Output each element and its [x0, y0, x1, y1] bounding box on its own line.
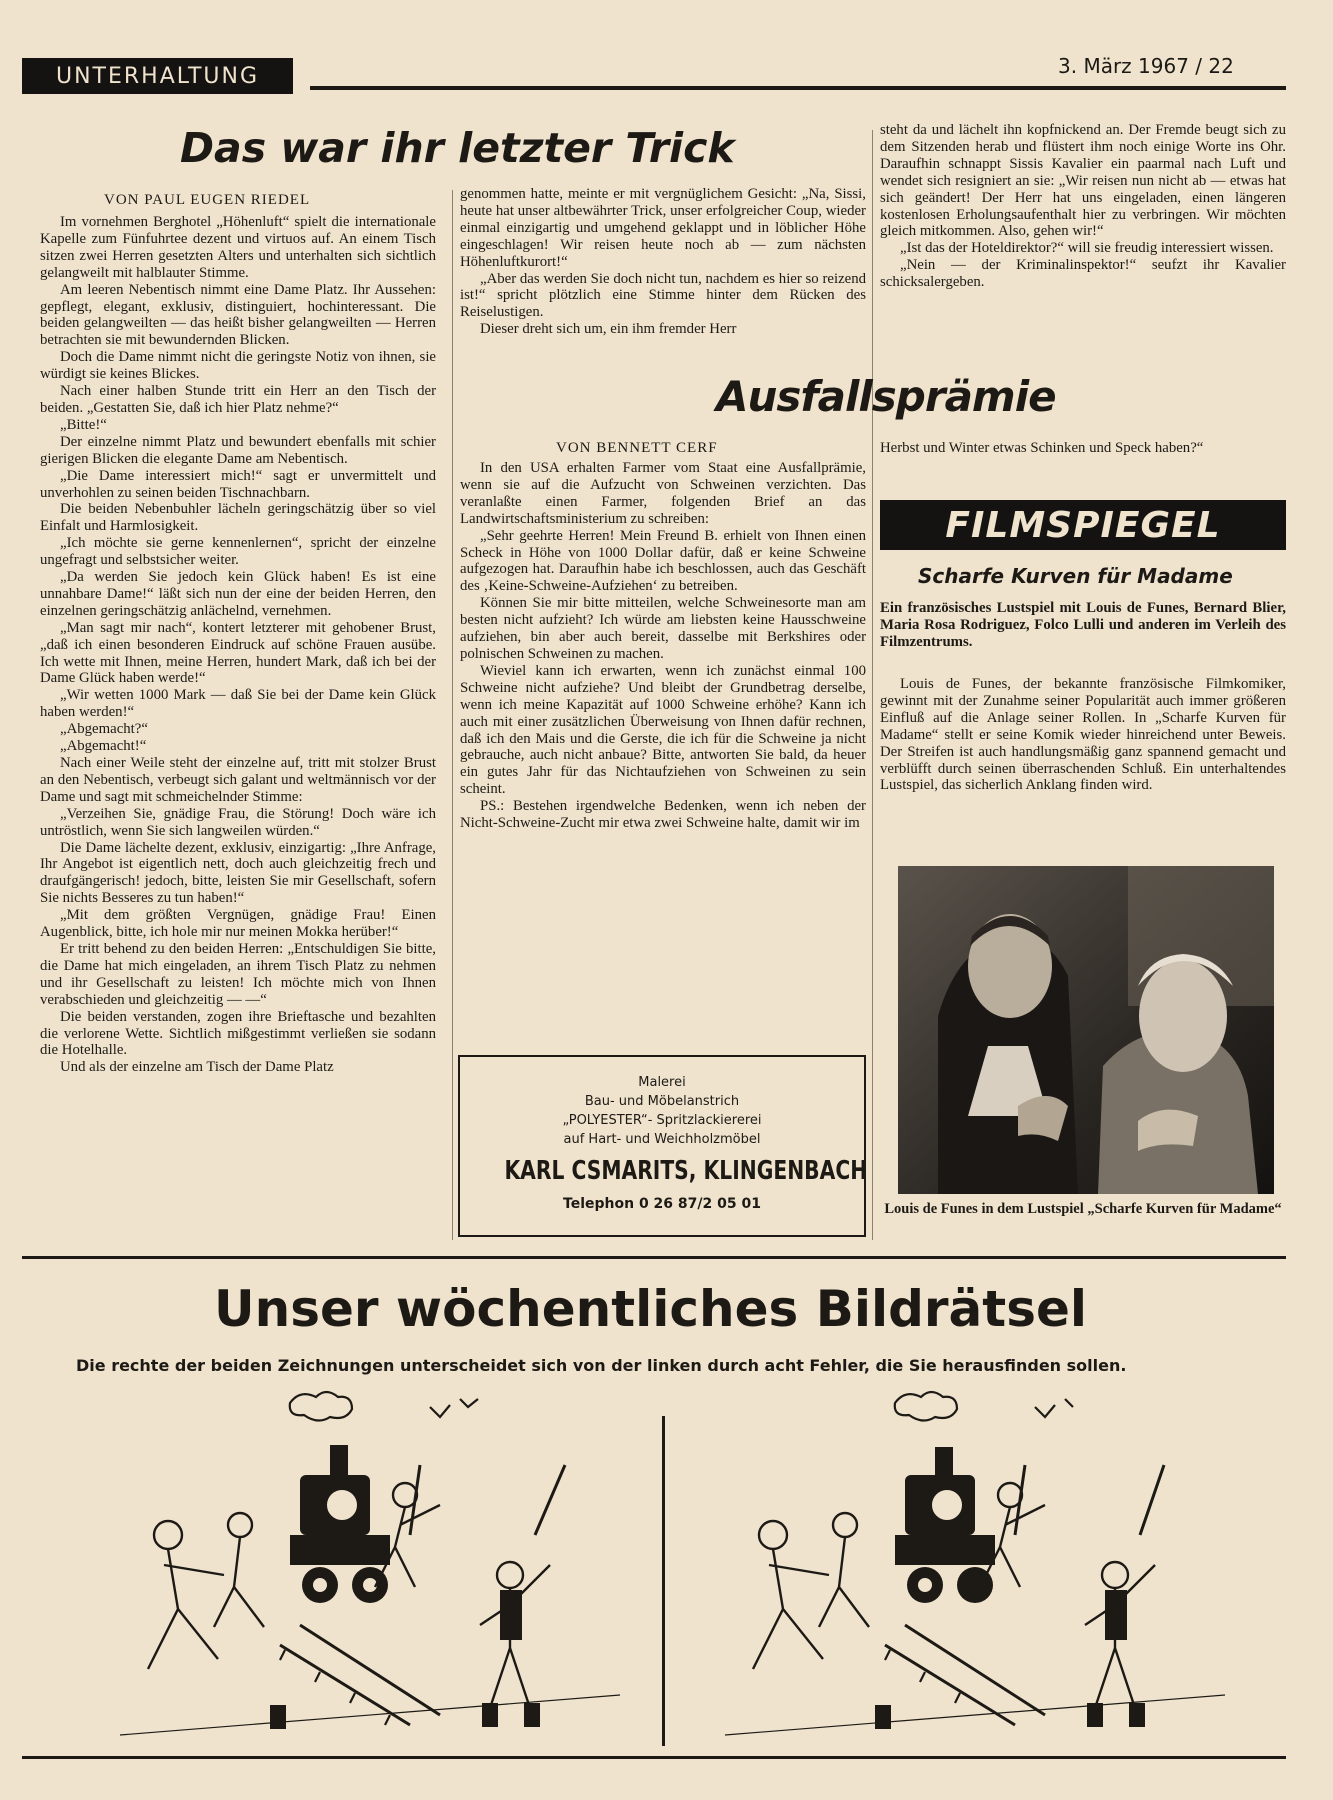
- paragraph: „Sehr geehrte Herren! Mein Freund B. erhielt von Ihnen einen Scheck in Höhe von 1000 Dollar dafür, daß er keine Schweine aufgezogen hat. Daraufhin habe ich beschlossen, auch das Geschäft des ‚Keine-Schweine-Aufziehen‘ zu betreiben.: [460, 527, 866, 595]
- paragraph: „Verzeihen Sie, gnädige Frau, die Störung! Doch wäre ich untröstlich, wenn Sie sich langweilen würden.“: [40, 805, 436, 839]
- ad-line-3: „POLYESTER“- Spritzlackiererei: [562, 1113, 762, 1128]
- paragraph: Doch die Dame nimmt nicht die geringste Notiz von ihnen, sie würdigt sie keines Blickes.: [40, 349, 436, 383]
- article2-title: Ausfallsprämie: [716, 372, 1056, 421]
- paragraph: „Aber das werden Sie doch nicht tun, nachdem es hier so reizend ist!“ spricht plötzlich eine Stimme hinter dem Rücken des Reiselustigen.: [460, 270, 866, 321]
- article2-byline: VON BENNETT CERF: [556, 440, 718, 456]
- photo-caption: Louis de Funes in dem Lustspiel „Scharfe Kurven für Madame“: [884, 1201, 1282, 1217]
- paragraph: Am leeren Nebentisch nimmt eine Dame Platz. Ihr Aussehen: gepflegt, elegant, exklusiv, distinguiert, hochinteressant. Die beiden gelangweilten — das heißt bisher gelangweilten — Herren betrachten sie mit bewundernden Blicken.: [40, 281, 436, 349]
- paragraph: steht da und lächelt ihn kopfnickend an. Der Fremde beugt sich zu dem Sitzenden herab und flüstert ihm noch einige Worte ins Ohr. Daraufhin schnappt Sissis Kavalier ein paarmal nach Luft und wendet sich resigniert an sie: „Wir reisen nun nicht ab — etwas hat sich geändert! Der Herr hat uns eingeladen, einen längeren kostenlosen Erholungsaufenthalt hier zu verbringen. Wir möchten gleich mitkommen. Also, gehen wir!“: [880, 122, 1286, 240]
- puzzle-drawing-left: [80, 1385, 640, 1765]
- paragraph: Und als der einzelne am Tisch der Dame Platz: [60, 1059, 334, 1076]
- film-body: [880, 676, 1286, 860]
- paragraph: In den USA erhalten Farmer vom Staat eine Ausfallprämie, wenn sie auf die Aufzucht von Schweinen verzichten. Das veranlaßte einen Farmer, folgenden Brief an das Landwirtschaftsministerium zu schreiben:: [460, 460, 866, 527]
- column-rule: [452, 190, 453, 1240]
- filmspiegel-box: FILMSPIEGEL: [880, 500, 1286, 550]
- article1-title: Das war ihr letzter Trick: [180, 124, 735, 172]
- ad-line-2: Bau- und Möbelanstrich: [584, 1094, 740, 1109]
- paragraph: „Nein — der Kriminalinspektor!“ seufzt ihr Kavalier schicksalergeben.: [880, 257, 1286, 291]
- article2-column-2: [460, 460, 866, 1032]
- paragraph: „Man sagt mir nach“, kontert letzterer mit gehobener Brust, „daß ich einen besonderen Eindruck auf schöne Frauen ausübe. Ich wette mit Ihnen, meine Herren, hundert Mark, daß ich bei der Dame Glück haben werde!“: [40, 619, 436, 687]
- paragraph: Die beiden verstanden, zogen ihre Brieftasche und bezahlten die verlorene Wette. Sichtlich mißgestimmt verließen sie sodann die Hotelhalle.: [40, 1008, 436, 1059]
- paragraph: „Mit dem größten Vergnügen, gnädige Frau! Einen Augenblick, bitte, ich hole mir nur meinen Mokka herüber!“: [40, 907, 436, 941]
- paragraph: „Wir wetten 1000 Mark — daß Sie bei der Dame kein Glück haben werden!“: [40, 687, 436, 721]
- article1-column-2: [460, 186, 866, 350]
- section-rule: [22, 1256, 1286, 1259]
- film-lead: Ein französisches Lustspiel mit Louis de Funes, Bernard Blier, Maria Rosa Rodriguez, Folco Lulli und anderen im Verleih des Filmzentrums.: [880, 600, 1286, 650]
- paragraph: Der einzelne nimmt Platz und bewundert ebenfalls mit schier gierigen Blicken die elegante Dame am Nebentisch.: [40, 433, 436, 467]
- header-rule: [310, 86, 1286, 90]
- ad-phone: Telephon 0 26 87/2 05 01: [563, 1196, 761, 1212]
- ad-line-4: auf Hart- und Weichholzmöbel: [563, 1132, 761, 1147]
- paragraph: Die beiden Nebenbuhler lächeln geringschätzig über so viel Einfalt und Harmlosigkeit.: [40, 501, 436, 535]
- paragraph: „Bitte!“: [60, 416, 107, 433]
- paragraph: Dieser dreht sich um, ein ihm fremder Herr: [480, 321, 737, 338]
- film-still-photo: [898, 866, 1274, 1194]
- film-body-text: Louis de Funes, der bekannte französische Filmkomiker, gewinnt mit der Zunahme seiner Popularität auch immer größeren Einfluß auf die Anlage seiner Rollen. In „Scharfe Kurven für Madame“ stellt er seine Komik wieder hinreichend unter Beweis. Der Streifen ist auch handlungsmäßig ganz spannend gemacht und verblüfft durch seinen überraschenden Schluß. Ein unterhaltendes Lustspiel, das sicherlich Anklang finden wird.: [880, 676, 1286, 794]
- paragraph: Wieviel kann ich erwarten, wenn ich zunächst einmal 100 Schweine nicht aufziehe? Und bleibt der Grundbetrag derselbe, wenn ich meine Kapazität auf 1000 Schweine erhöhe? Kann ich auch mit einer zusätzlichen Überweisung von Ihnen dafür rechnen, daß ich den Mais und die Gerste, die ich für die Schweine ja nicht gebrauche, auch nicht anbaue? Bitte, antworten Sie bald, da heuer ein gutes Jahr für das Nichtaufziehen von Schweinen zu sein scheint.: [460, 662, 866, 798]
- ad-company-name: KARL CSMARITS, KLINGENBACH: [504, 1156, 868, 1186]
- puzzle-divider: [662, 1416, 665, 1746]
- paragraph: „Da werden Sie jedoch kein Glück haben! Es ist eine unnahbare Dame!“ läßt sich nun der eine der beiden Herren, den einzelnen geringschätzig anlächelnd, vernehmen.: [40, 569, 436, 619]
- puzzle-drawing-right: [685, 1385, 1245, 1765]
- ad-line-1: Malerei: [638, 1075, 686, 1090]
- section-label: UNTERHALTUNG: [22, 58, 293, 94]
- advertisement-box: [458, 1055, 866, 1237]
- paragraph: Im vornehmen Berghotel „Höhenluft“ spielt die internationale Kapelle zum Fünfuhrtee dezent und virtuos auf. An einem Tisch sitzen zwei Herren gesetzten Alters und unterhalten sich sichtlich gelangweilt mit halblauter Stimme.: [40, 214, 436, 281]
- paragraph: „Ist das der Hoteldirektor?“ will sie freudig interessiert wissen.: [900, 240, 1274, 257]
- paragraph: „Abgemacht?“: [60, 721, 148, 738]
- paragraph: Er tritt behend zu den beiden Herren: „Entschuldigen Sie bitte, die Dame hat mich eingeladen, an ihrem Tisch Platz zu nehmen und ihr Gesellschaft zu leisten! Ich möchte mich von Ihnen verabschieden und gleichzeitig — —“: [40, 940, 436, 1008]
- film-still-illustration: [898, 866, 1274, 1194]
- column-rule: [872, 130, 873, 1240]
- article1-byline: VON PAUL EUGEN RIEDEL: [104, 192, 311, 208]
- puzzle-subtitle: Die rechte der beiden Zeichnungen unterscheidet sich von der linken durch acht Fehler, die Sie herausfinden sollen.: [76, 1356, 1127, 1375]
- paragraph: PS.: Bestehen irgendwelche Bedenken, wenn ich neben der Nicht-Schweine-Zucht mir etwa zwei Schweine halte, damit wir im: [460, 798, 866, 832]
- paragraph: Nach einer Weile steht der einzelne auf, tritt mit stolzer Brust an den Nebentisch, verbeugt sich galant und weltmännisch vor der Dame und sagt mit schmeichelnder Stimme:: [40, 755, 436, 805]
- bottom-rule: [22, 1756, 1286, 1759]
- paragraph: Nach einer halben Stunde tritt ein Herr an den Tisch der beiden. „Gestatten Sie, daß ich hier Platz nehme?“: [40, 383, 436, 416]
- paragraph: „Abgemacht!“: [60, 738, 147, 755]
- issue-date-page: 3. März 1967 / 22: [1058, 54, 1234, 78]
- article1-column-3: [880, 122, 1286, 350]
- article1-column-1: [40, 214, 436, 1244]
- paragraph: Können Sie mir bitte mitteilen, welche Schweinesorte man am besten nicht aufzieht? Ich würde am liebsten keine Hausschweine aufziehen, bin aber auch bereit, dasselbe mit Berkshires oder polnischen Schweinen zu machen.: [460, 595, 866, 662]
- paragraph: genommen hatte, meinte er mit vergnüglichem Gesicht: „Na, Sissi, heute hat unser altbewährter Trick, unser erfolgreicher Coup, wieder einmal einzigartig und umgehend geklappt und in löblicher Höhe eingeschlagen! Wir reisen heute noch ab — zum nächsten Höhenluftkurort!“: [460, 186, 866, 270]
- paragraph: „Ich möchte sie gerne kennenlernen“, spricht der einzelne ungefragt und selbstsicher weiter.: [40, 535, 436, 569]
- film-subtitle: Scharfe Kurven für Madame: [918, 564, 1233, 588]
- article2-column-3: [880, 440, 1286, 480]
- paragraph: „Die Dame interessiert mich!“ sagt er unvermittelt und unverhohlen zu seinen beiden Tischnachbarn.: [40, 467, 436, 501]
- paragraph: Herbst und Winter etwas Schinken und Speck haben?“: [880, 440, 1204, 456]
- puzzle-title: Unser wöchentliches Bildrätsel: [214, 1280, 1087, 1338]
- paragraph: Die Dame lächelte dezent, exklusiv, einzigartig: „Ihre Anfrage, Ihr Angebot ist eigentlich nett, doch auch gleichzeitig frech und draufgängerisch! jedoch, bitte, leisten Sie mir Gesellschaft, sofern Sie nichts Besseres zu tun haben!“: [40, 839, 436, 907]
